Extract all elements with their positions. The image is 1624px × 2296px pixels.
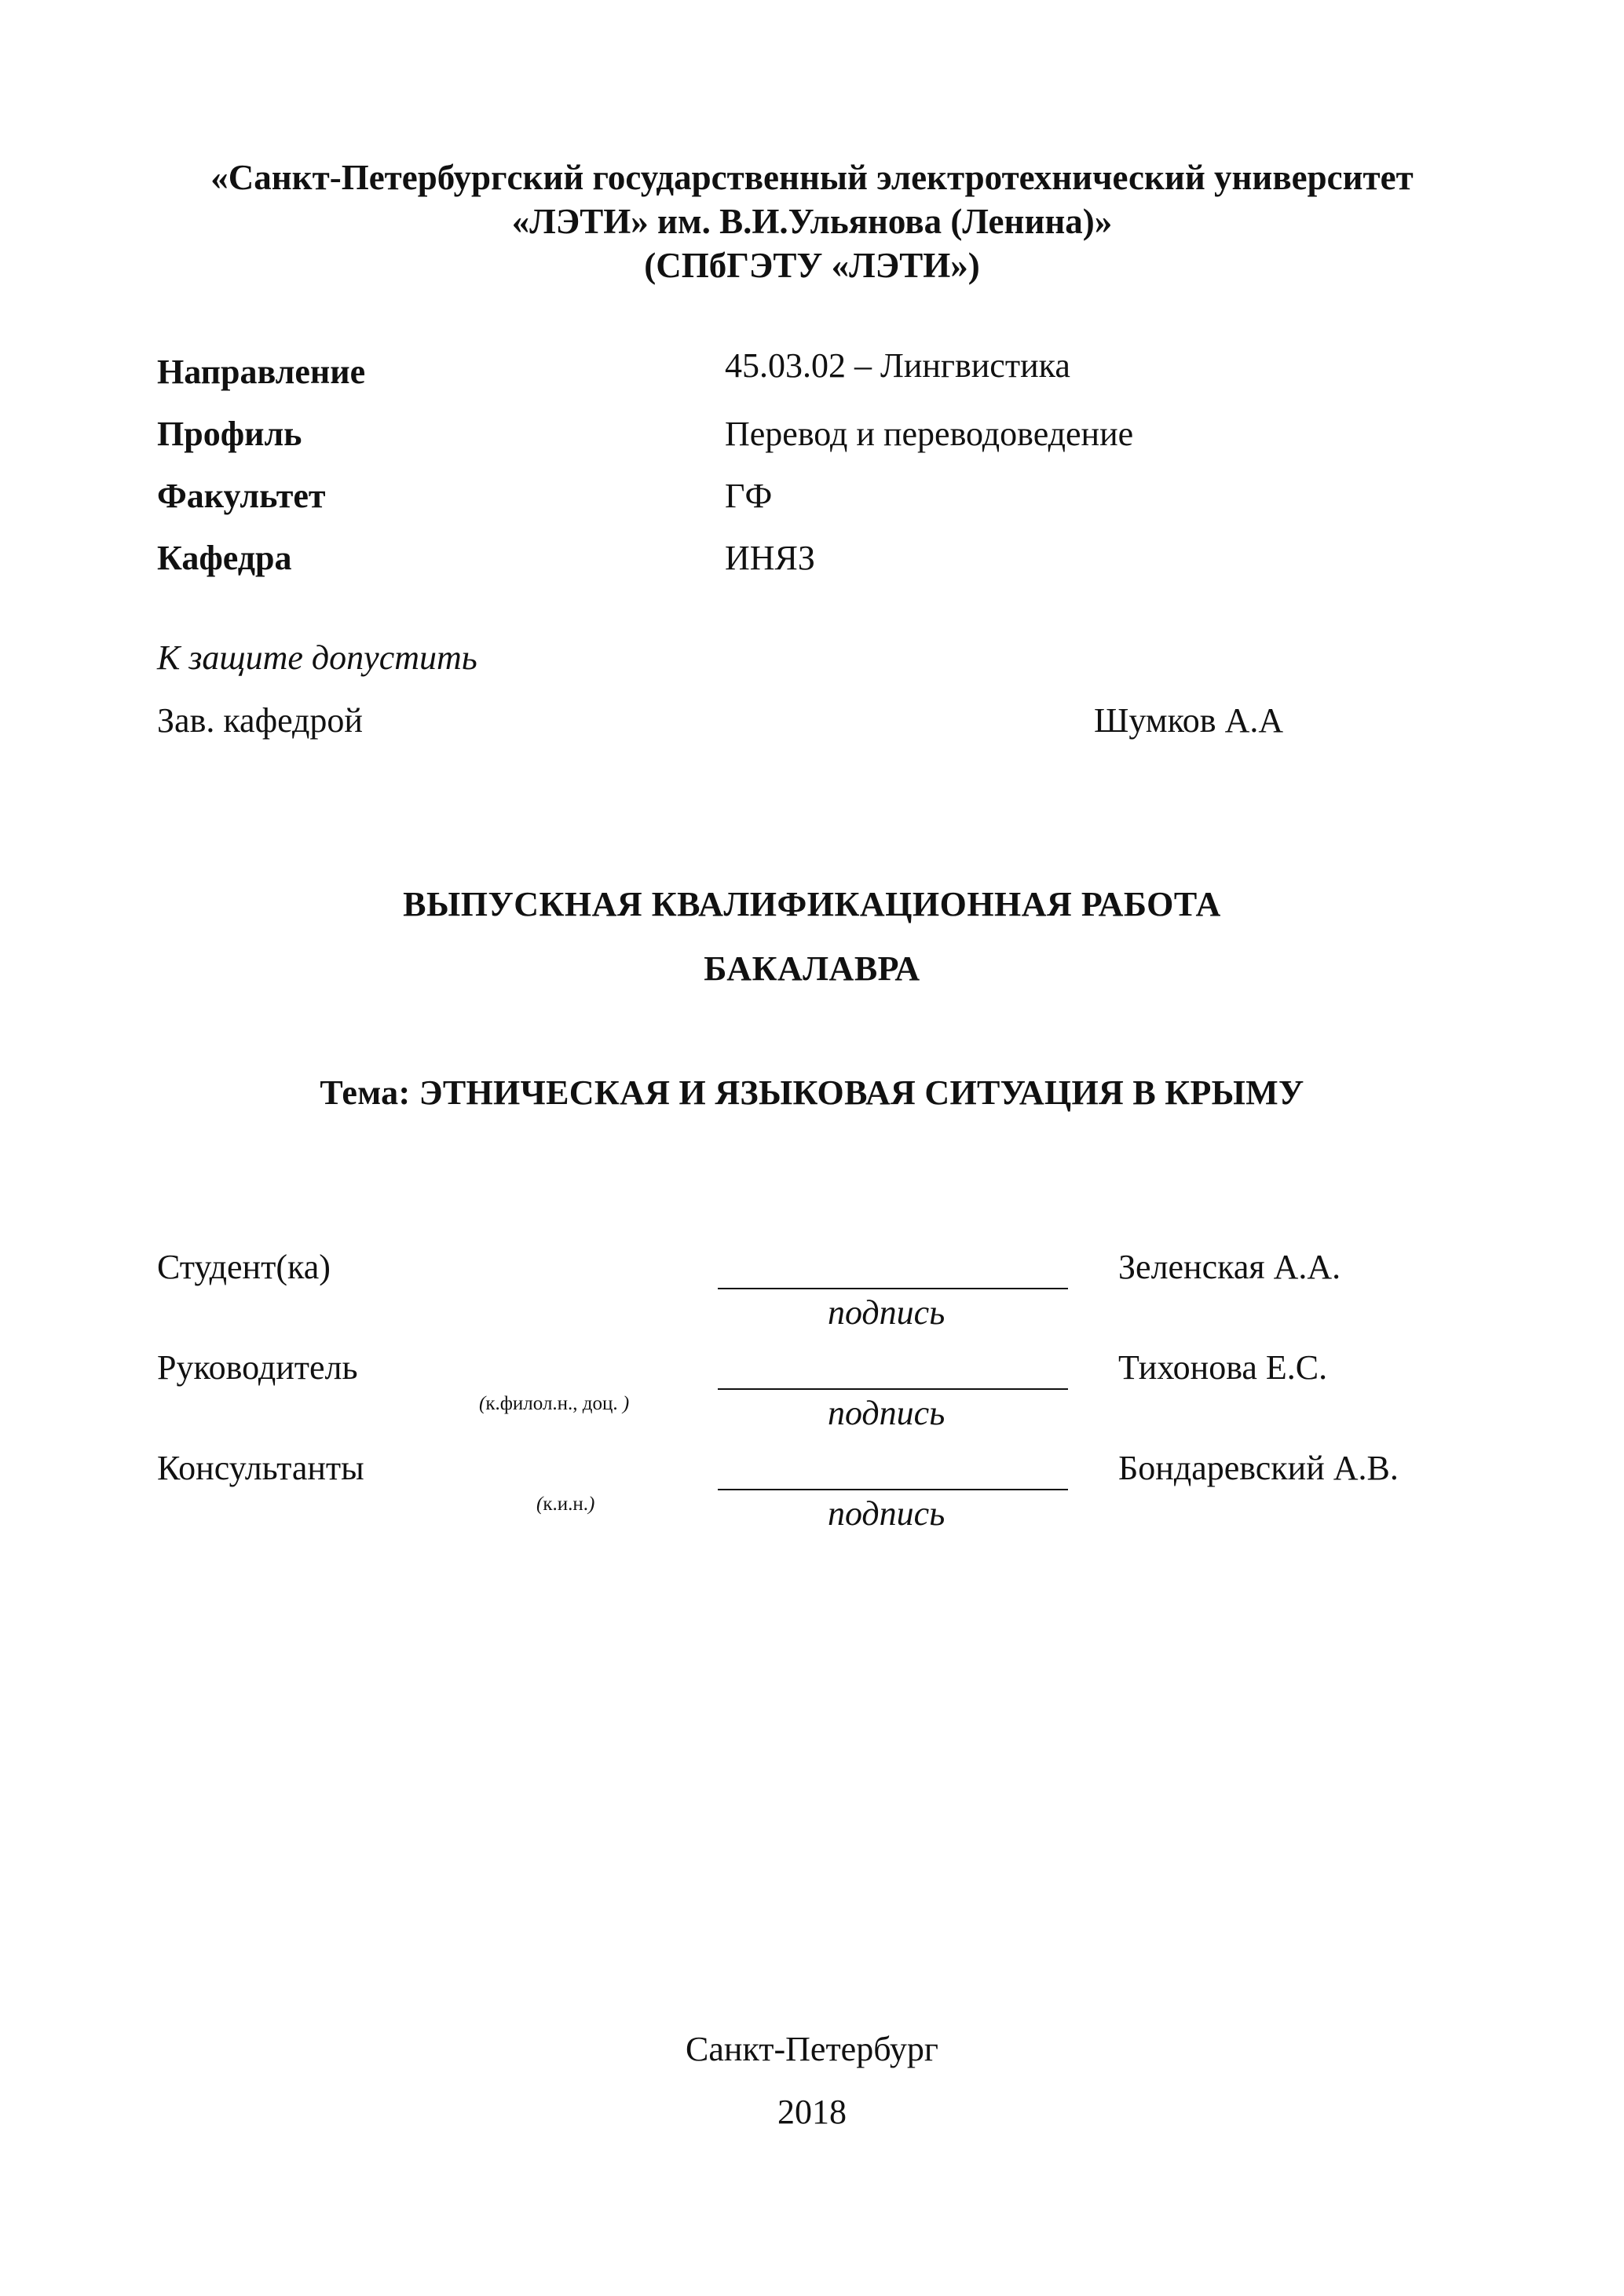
admission-note: К защите допустить <box>157 638 477 677</box>
faculty-label: Факультет <box>157 477 326 515</box>
supervisor-signature-line <box>718 1388 1068 1390</box>
profile-value: Перевод и переводоведение <box>725 415 1134 453</box>
direction-label: Направление <box>157 353 366 391</box>
consultants-label: Консультанты <box>157 1449 364 1487</box>
student-name: Зеленская А.А. <box>1118 1248 1341 1286</box>
supervisor-signature-caption: подпись <box>828 1394 946 1432</box>
university-name-line-2: «ЛЭТИ» им. В.И.Ульянова (Ленина)» <box>511 202 1113 241</box>
profile-label: Профиль <box>157 415 302 453</box>
consultant-signature-caption: подпись <box>828 1494 946 1533</box>
consultant-name: Бондаревский А.В. <box>1118 1449 1399 1487</box>
work-title-line-1: ВЫПУСКНАЯ КВАЛИФИКАЦИОННАЯ РАБОТА <box>403 885 1221 923</box>
department-label: Кафедра <box>157 539 292 577</box>
student-label: Студент(ка) <box>157 1248 331 1286</box>
university-name-line-1: «Санкт-Петербургский государственный электротехнический университет <box>210 158 1414 197</box>
work-theme: Тема: ЭТНИЧЕСКАЯ И ЯЗЫКОВАЯ СИТУАЦИЯ В КРЫМУ <box>320 1073 1304 1112</box>
footer-year: 2018 <box>777 2093 847 2131</box>
supervisor-name: Тихонова Е.С. <box>1118 1348 1328 1387</box>
university-abbreviation: (СПбГЭТУ «ЛЭТИ») <box>644 246 980 285</box>
direction-value: 45.03.02 – Лингвистика <box>725 346 1070 385</box>
faculty-value: ГФ <box>725 477 773 515</box>
work-title-line-2: БАКАЛАВРА <box>704 949 920 988</box>
supervisor-label: Руководитель <box>157 1348 358 1387</box>
consultant-degree: (к.и.н.) <box>536 1493 595 1515</box>
supervisor-degree: (к.филол.н., доц. ) <box>479 1393 630 1414</box>
department-value: ИНЯЗ <box>725 539 815 577</box>
consultant-signature-line <box>718 1489 1068 1490</box>
student-signature-caption: подпись <box>828 1293 946 1332</box>
head-of-department-label: Зав. кафедрой <box>157 701 363 740</box>
head-of-department-name: Шумков А.А <box>1094 701 1284 740</box>
footer-city: Санкт-Петербург <box>686 2030 938 2068</box>
student-signature-line <box>718 1288 1068 1289</box>
